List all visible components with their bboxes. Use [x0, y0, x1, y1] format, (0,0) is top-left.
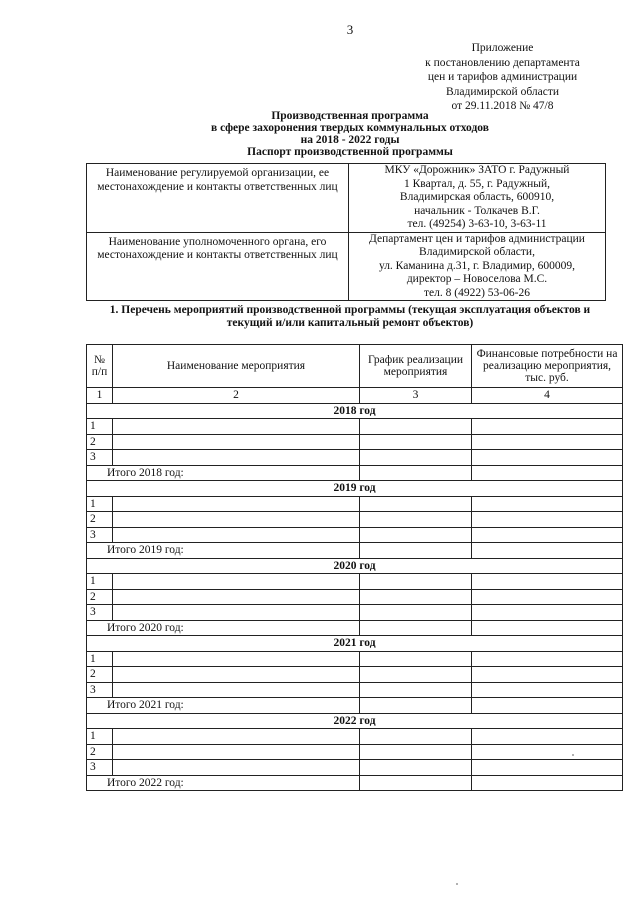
header-cell-schedule: График реализации мероприятия: [360, 345, 472, 388]
table-cell: [360, 744, 472, 760]
table-row: [87, 682, 623, 698]
column-number-row: [87, 388, 623, 404]
table-cell: [113, 729, 360, 745]
row-number: 1: [87, 651, 113, 667]
table-cell: [472, 574, 623, 590]
header-cell-finance: Финансовые потребности на реализацию мероприятия, тыс. руб.: [472, 345, 623, 388]
table-cell: [360, 527, 472, 543]
table-row: [87, 605, 623, 621]
table-cell: [360, 589, 472, 605]
passport-value-line: 1 Квартал, д. 55, г. Радужный,: [404, 177, 550, 190]
table-cell: [472, 496, 623, 512]
table-cell: [472, 744, 623, 760]
table-cell: [472, 775, 623, 791]
table-cell: [472, 450, 623, 466]
table-cell: [360, 775, 472, 791]
total-row: [87, 465, 623, 481]
table-cell: [113, 450, 360, 466]
year-label: 2020 год: [87, 558, 623, 574]
table-row: [87, 667, 623, 683]
total-row: [87, 775, 623, 791]
passport-value-line: Владимирской области,: [419, 246, 535, 258]
header-cell-number: № п/п: [87, 345, 113, 388]
passport-row: [87, 232, 606, 301]
total-label: Итого 2019 год:: [87, 543, 360, 559]
table-cell: [360, 465, 472, 481]
table-cell: [113, 589, 360, 605]
table-cell: [360, 419, 472, 435]
row-number: 3: [87, 760, 113, 776]
table-cell: [472, 589, 623, 605]
table-row: [87, 574, 623, 590]
table-cell: [360, 667, 472, 683]
table-cell: [360, 574, 472, 590]
events-table: [86, 344, 623, 791]
table-cell: [113, 760, 360, 776]
table-cell: [360, 496, 472, 512]
table-cell: [360, 682, 472, 698]
table-cell: [472, 512, 623, 528]
table-row: [87, 760, 623, 776]
scan-speck: [456, 883, 458, 885]
table-cell: [472, 543, 623, 559]
appendix-line: к постановлению департамента: [425, 56, 580, 69]
total-row: [87, 543, 623, 559]
year-row: [87, 636, 623, 652]
table-cell: [113, 419, 360, 435]
table-row: [87, 450, 623, 466]
table-cell: [360, 651, 472, 667]
table-cell: [360, 729, 472, 745]
table-row: [87, 651, 623, 667]
table-cell: [472, 620, 623, 636]
header-cell-name: Наименование мероприятия: [113, 345, 360, 388]
table-cell: [360, 434, 472, 450]
row-number: 3: [87, 605, 113, 621]
table-header-row: [87, 345, 623, 388]
table-cell: [360, 605, 472, 621]
table-cell: [472, 465, 623, 481]
passport-value: [349, 164, 606, 233]
passport-label: Наименование регулируемой организации, ее местонахождение и контакты ответственных лиц: [87, 164, 349, 233]
table-row: [87, 744, 623, 760]
total-label: Итого 2020 год:: [87, 620, 360, 636]
column-number-cell: 3: [360, 388, 472, 404]
passport-value: [349, 232, 606, 301]
row-number: 1: [87, 419, 113, 435]
table-row: [87, 512, 623, 528]
appendix-line: от 29.11.2018 № 47/8: [451, 100, 554, 112]
table-cell: [472, 667, 623, 683]
table-cell: [472, 729, 623, 745]
passport-label: Наименование уполномоченного органа, его местонахождение и контакты ответственных лиц: [87, 232, 349, 301]
document-title: Производственная программа: [271, 110, 429, 122]
row-number: 2: [87, 434, 113, 450]
document-subtitle: в сфере захоронения твердых коммунальных отходов: [211, 122, 489, 134]
table-cell: [472, 760, 623, 776]
passport-row: [87, 164, 606, 233]
row-number: 3: [87, 450, 113, 466]
appendix-line: цен и тарифов администрации: [427, 71, 578, 83]
table-row: [87, 434, 623, 450]
table-cell: [472, 527, 623, 543]
row-number: 3: [87, 527, 113, 543]
table-cell: [113, 682, 360, 698]
passport-value-line: тел. 8 (4922) 53-06-26: [424, 286, 530, 299]
year-label: 2021 год: [87, 636, 623, 652]
passport-value-line: директор – Новоселова М.С.: [406, 273, 548, 285]
table-cell: [360, 450, 472, 466]
table-cell: [113, 496, 360, 512]
year-row: [87, 481, 623, 497]
table-cell: [360, 760, 472, 776]
table-cell: [472, 434, 623, 450]
total-label: Итого 2022 год:: [87, 775, 360, 791]
total-row: [87, 698, 623, 714]
table-cell: [472, 698, 623, 714]
passport-title: Паспорт производственной программы: [247, 146, 453, 158]
table-row: [87, 729, 623, 745]
appendix-line: Приложение: [471, 42, 534, 54]
table-cell: [113, 605, 360, 621]
table-cell: [113, 651, 360, 667]
table-cell: [113, 512, 360, 528]
table-cell: [472, 651, 623, 667]
appendix-block: [395, 41, 610, 114]
row-number: 2: [87, 744, 113, 760]
passport-value-line: тел. (49254) 3-63-10, 3-63-11: [407, 218, 547, 230]
table-cell: [472, 605, 623, 621]
passport-table: [86, 163, 606, 301]
table-cell: [472, 682, 623, 698]
column-number-cell: 4: [472, 388, 623, 404]
year-label: 2022 год: [87, 713, 623, 729]
table-cell: [360, 543, 472, 559]
passport-value-line: начальник - Толкачев В.Г.: [414, 204, 540, 217]
row-number: 1: [87, 496, 113, 512]
table-cell: [360, 620, 472, 636]
table-cell: [113, 667, 360, 683]
table-row: [87, 419, 623, 435]
passport-value-line: Владимирская область, 600910,: [399, 191, 555, 203]
total-label: Итого 2018 год:: [87, 465, 360, 481]
year-label: 2018 год: [87, 403, 623, 419]
scan-speck: [572, 754, 574, 756]
year-label: 2019 год: [87, 481, 623, 497]
column-number-cell: 2: [113, 388, 360, 404]
table-row: [87, 589, 623, 605]
column-number-cell: 1: [87, 388, 113, 404]
row-number: 1: [87, 574, 113, 590]
document-period: на 2018 - 2022 годы: [300, 134, 400, 146]
table-row: [87, 527, 623, 543]
passport-value-line: Департамент цен и тарифов администрации: [369, 232, 585, 245]
table-cell: [113, 744, 360, 760]
total-row: [87, 620, 623, 636]
table-cell: [360, 512, 472, 528]
passport-value-line: МКУ «Дорожник» ЗАТО г. Радужный: [384, 164, 570, 176]
table-cell: [113, 574, 360, 590]
row-number: 2: [87, 667, 113, 683]
appendix-line: Владимирской области: [445, 85, 560, 98]
table-cell: [360, 698, 472, 714]
row-number: 2: [87, 512, 113, 528]
year-row: [87, 558, 623, 574]
year-row: [87, 403, 623, 419]
table-cell: [113, 527, 360, 543]
table-cell: [472, 419, 623, 435]
row-number: 2: [87, 589, 113, 605]
section-title: 1. Перечень мероприятий производственной программы (текущая эксплуатация объектов и текущий и/или капитальный ремонт объектов): [109, 304, 591, 329]
passport-value-line: ул. Каманина д.31, г. Владимир, 600009,: [378, 259, 576, 272]
table-cell: [113, 434, 360, 450]
row-number: 3: [87, 682, 113, 698]
table-row: [87, 496, 623, 512]
year-row: [87, 713, 623, 729]
document-title-block: [0, 110, 640, 158]
total-label: Итого 2021 год:: [87, 698, 360, 714]
row-number: 1: [87, 729, 113, 745]
page-number: 3: [346, 22, 354, 37]
